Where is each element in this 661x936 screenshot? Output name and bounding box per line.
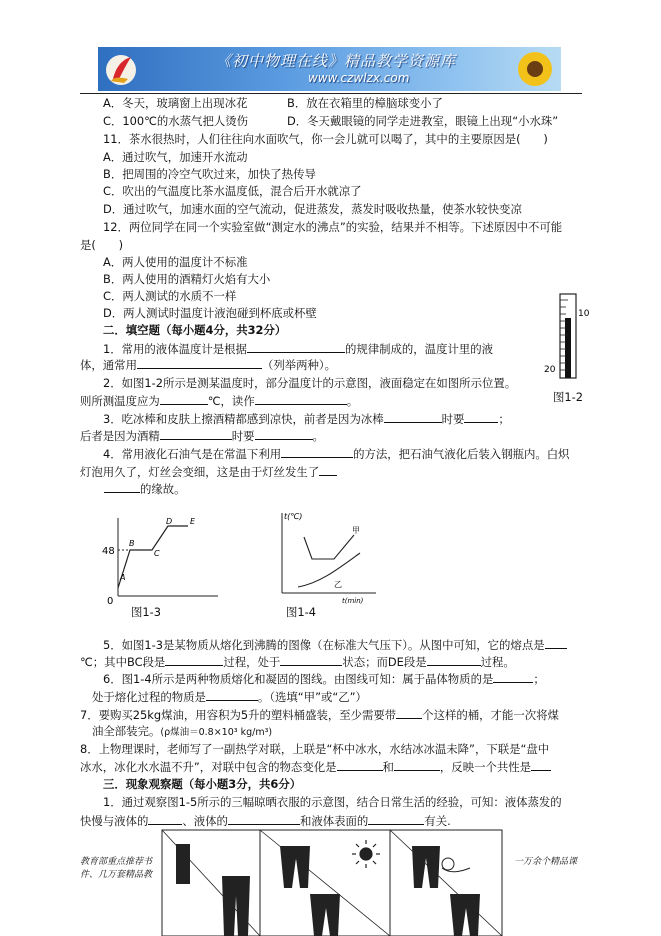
footer-right: 一万余个精品课: [514, 857, 578, 867]
svg-text:B: B: [129, 539, 135, 548]
fill-q4-line2: 灯泡用久了，灯丝会变细，这是由于灯丝发生了: [80, 463, 337, 481]
thermometer-figure: [540, 292, 605, 382]
q10-option-c: C．100℃的水蒸气把人烫伤: [103, 114, 249, 128]
fill-blank: [247, 340, 345, 353]
fill-q7-line2: 油全部装完。(ρ煤油＝0.8×10³ kg/m³): [92, 724, 273, 738]
figure-1-3: [100, 512, 220, 607]
q12-option-d: D．两人测试时温度计液泡碰到杯底或杯壁: [103, 306, 317, 320]
fig14-y-label: t(℃): [284, 512, 303, 521]
fill-blank: [319, 463, 337, 476]
section-3-title: 三．现象观察题（每小题3分，共6分）: [103, 777, 302, 791]
fill-q4-line3: 的缘故。: [104, 480, 186, 498]
fill-q7-line1: 7．要购买25kg煤油，用容积为5升的塑料桶盛装，至少需要带 个这样的桶，才能一次将煤: [80, 708, 559, 722]
header-rule: [80, 93, 582, 94]
fill-blank: [545, 636, 567, 649]
fill-q4-line1: 4．常用液化石油气是在常温下利用 的方法，把石油气液化后装入钢瓶内。白炽: [103, 447, 570, 461]
sun-icon: [352, 840, 380, 868]
fill-blank: [160, 427, 232, 440]
q12-option-b: B．两人使用的酒精灯火焰有大小: [103, 272, 271, 286]
fill-blank: [104, 480, 140, 493]
fill-q1-line1: 1．常用的液体温度计是根据 的规律制成的，温度计里的液: [103, 342, 494, 356]
svg-text:D: D: [166, 517, 173, 526]
fill-blank: [228, 812, 300, 825]
fill-blank: [493, 670, 533, 683]
svg-text:C: C: [154, 549, 160, 558]
thermometer-bottom-label: 20: [544, 365, 556, 375]
windy-clothes-icon: [412, 846, 480, 936]
q11-option-b: B．把周围的冷空气吹过来，加快了热传导: [103, 167, 316, 181]
fill-blank: [281, 445, 353, 458]
fill-blank: [531, 758, 551, 771]
footer-left-line2: 件、几万套精品教: [80, 870, 153, 880]
fill-blank: [165, 653, 223, 666]
q12-stem: 12．两位同学在同一个实验室做“测定水的沸点”的实验，结果并不相等。下述原因中不可能: [103, 220, 563, 234]
obs-q1-line2: 快慢与液体的 、液体的 和液体表面的 有关.: [80, 814, 451, 828]
fill-q2-line1: 2．如图1-2所示是测某温度时，部分温度计的示意图，液面稳定在如图所示位置。: [103, 376, 517, 390]
banner-url[interactable]: www.czwlzx.com: [308, 71, 410, 85]
fill-q3-line1: 3．吃冰棒和皮肤上擦酒精都感到凉快，前者是因为冰棒 时要 ；: [103, 412, 510, 426]
fill-q3-line2: 后者是因为酒精 时要 。: [80, 429, 324, 443]
fill-blank: [206, 688, 258, 701]
q12-stem-cont: 是( ): [80, 238, 124, 252]
fill-q5-line2: ℃；其中BC段是 过程，处于 状态；而DE段是 过程。: [80, 655, 515, 669]
fig13-y-value: 48: [102, 546, 115, 557]
thermometer-liquid: [565, 318, 571, 378]
folded-clothes-icon: [176, 844, 250, 936]
section-2-title: 二．填空题（每小题4分，共32分）: [103, 323, 287, 337]
fill-blank: [396, 706, 422, 719]
svg-text:A: A: [120, 573, 126, 582]
fig-1-3-caption: 图1-3: [131, 605, 161, 619]
fill-blank: [427, 653, 481, 666]
q10-option-b: B．放在衣箱里的樟脑球变小了: [287, 96, 443, 110]
q12-option-c: C．两人测试的水质不一样: [103, 289, 237, 303]
fig-1-4-caption: 图1-4: [286, 605, 316, 619]
footer-left-line1: 教育部重点推荐书: [80, 857, 153, 867]
spread-clothes-icon: [280, 846, 340, 936]
wind-icon: [442, 858, 470, 872]
q12-option-a: A．两人使用的温度计不标准: [103, 255, 248, 269]
fill-blank: [384, 410, 442, 423]
fill-q8-line2: 冰水，冰化水水温不升”，对联中包含的物态变化是 和 ，反映一个共性是: [80, 758, 551, 776]
figure-1-4: [268, 507, 380, 607]
fill-blank: [394, 758, 440, 771]
q11-stem: 11．茶水很热时，人们往往向水面吹气，你一会儿就可以喝了，其中的主要原因是( ): [103, 132, 548, 146]
fig13-origin: 0: [107, 596, 114, 607]
fill-blank: [280, 653, 342, 666]
fill-q2-line2: 则所测温度应为 ℃，读作 。: [80, 394, 359, 408]
fill-blank: [137, 356, 262, 369]
logo-icon: [104, 51, 138, 87]
q10-option-a: A．冬天，玻璃窗上出现冰花: [103, 96, 248, 110]
q10-option-d: D．冬天戴眼镜的同学走进教室，眼镜上出现“小水珠”: [287, 114, 559, 128]
q11-option-c: C．吹出的气温度比茶水温度低，混合后开水就凉了: [103, 184, 362, 198]
fill-q6-line1: 6．图1-4所示是两种物质熔化和凝固的图线。由图线可知：属于晶体物质的是 ；: [103, 672, 545, 686]
fig14-x-label: t(min): [342, 597, 364, 605]
fill-blank: [255, 427, 313, 440]
banner-title: 《初中物理在线》精品教学资源库: [216, 52, 457, 70]
fill-blank: [255, 392, 347, 405]
thermometer-top-label: 10: [578, 309, 590, 319]
fill-blank: [160, 392, 208, 405]
q11-option-d: D．通过吹气，加速水面的空气流动，促进蒸发，蒸发时吸收热量，使茶水较快变凉: [103, 202, 522, 216]
q11-option-a: A．通过吹气，加速开水流动: [103, 150, 248, 164]
fill-blank: [368, 812, 424, 825]
fill-blank: [464, 410, 498, 423]
fill-blank: [337, 758, 383, 771]
obs-q1-line1: 1．通过观察图1-5所示的三幅晾晒衣服的示意图，结合日常生活的经验，可知：液体蒸发的: [103, 795, 562, 809]
svg-text:乙: 乙: [334, 580, 342, 589]
fill-q5-line1: 5．如图1-3是某物质从熔化到沸腾的图像（在标准大气压下）。从图中可知，它的熔点是: [103, 636, 567, 654]
header-banner: [98, 47, 561, 91]
svg-text:E: E: [190, 517, 196, 526]
svg-text:甲: 甲: [352, 526, 360, 535]
fill-blank: [148, 812, 182, 825]
fig-1-2-caption: 图1-2: [553, 390, 583, 404]
fill-q8-line1: 8．上物理课时，老师写了一副热学对联，上联是“杯中冰水，水结冰冰温未降”，下联是“盘中: [80, 742, 550, 756]
fill-q6-line2: 处于熔化过程的物质是 。（选填“甲”或“乙”）: [92, 690, 367, 704]
fill-q1-line2: 体，通常用 （列举两种）。: [80, 358, 337, 372]
sunflower-icon: [515, 49, 555, 89]
figure-1-5: [160, 828, 505, 936]
